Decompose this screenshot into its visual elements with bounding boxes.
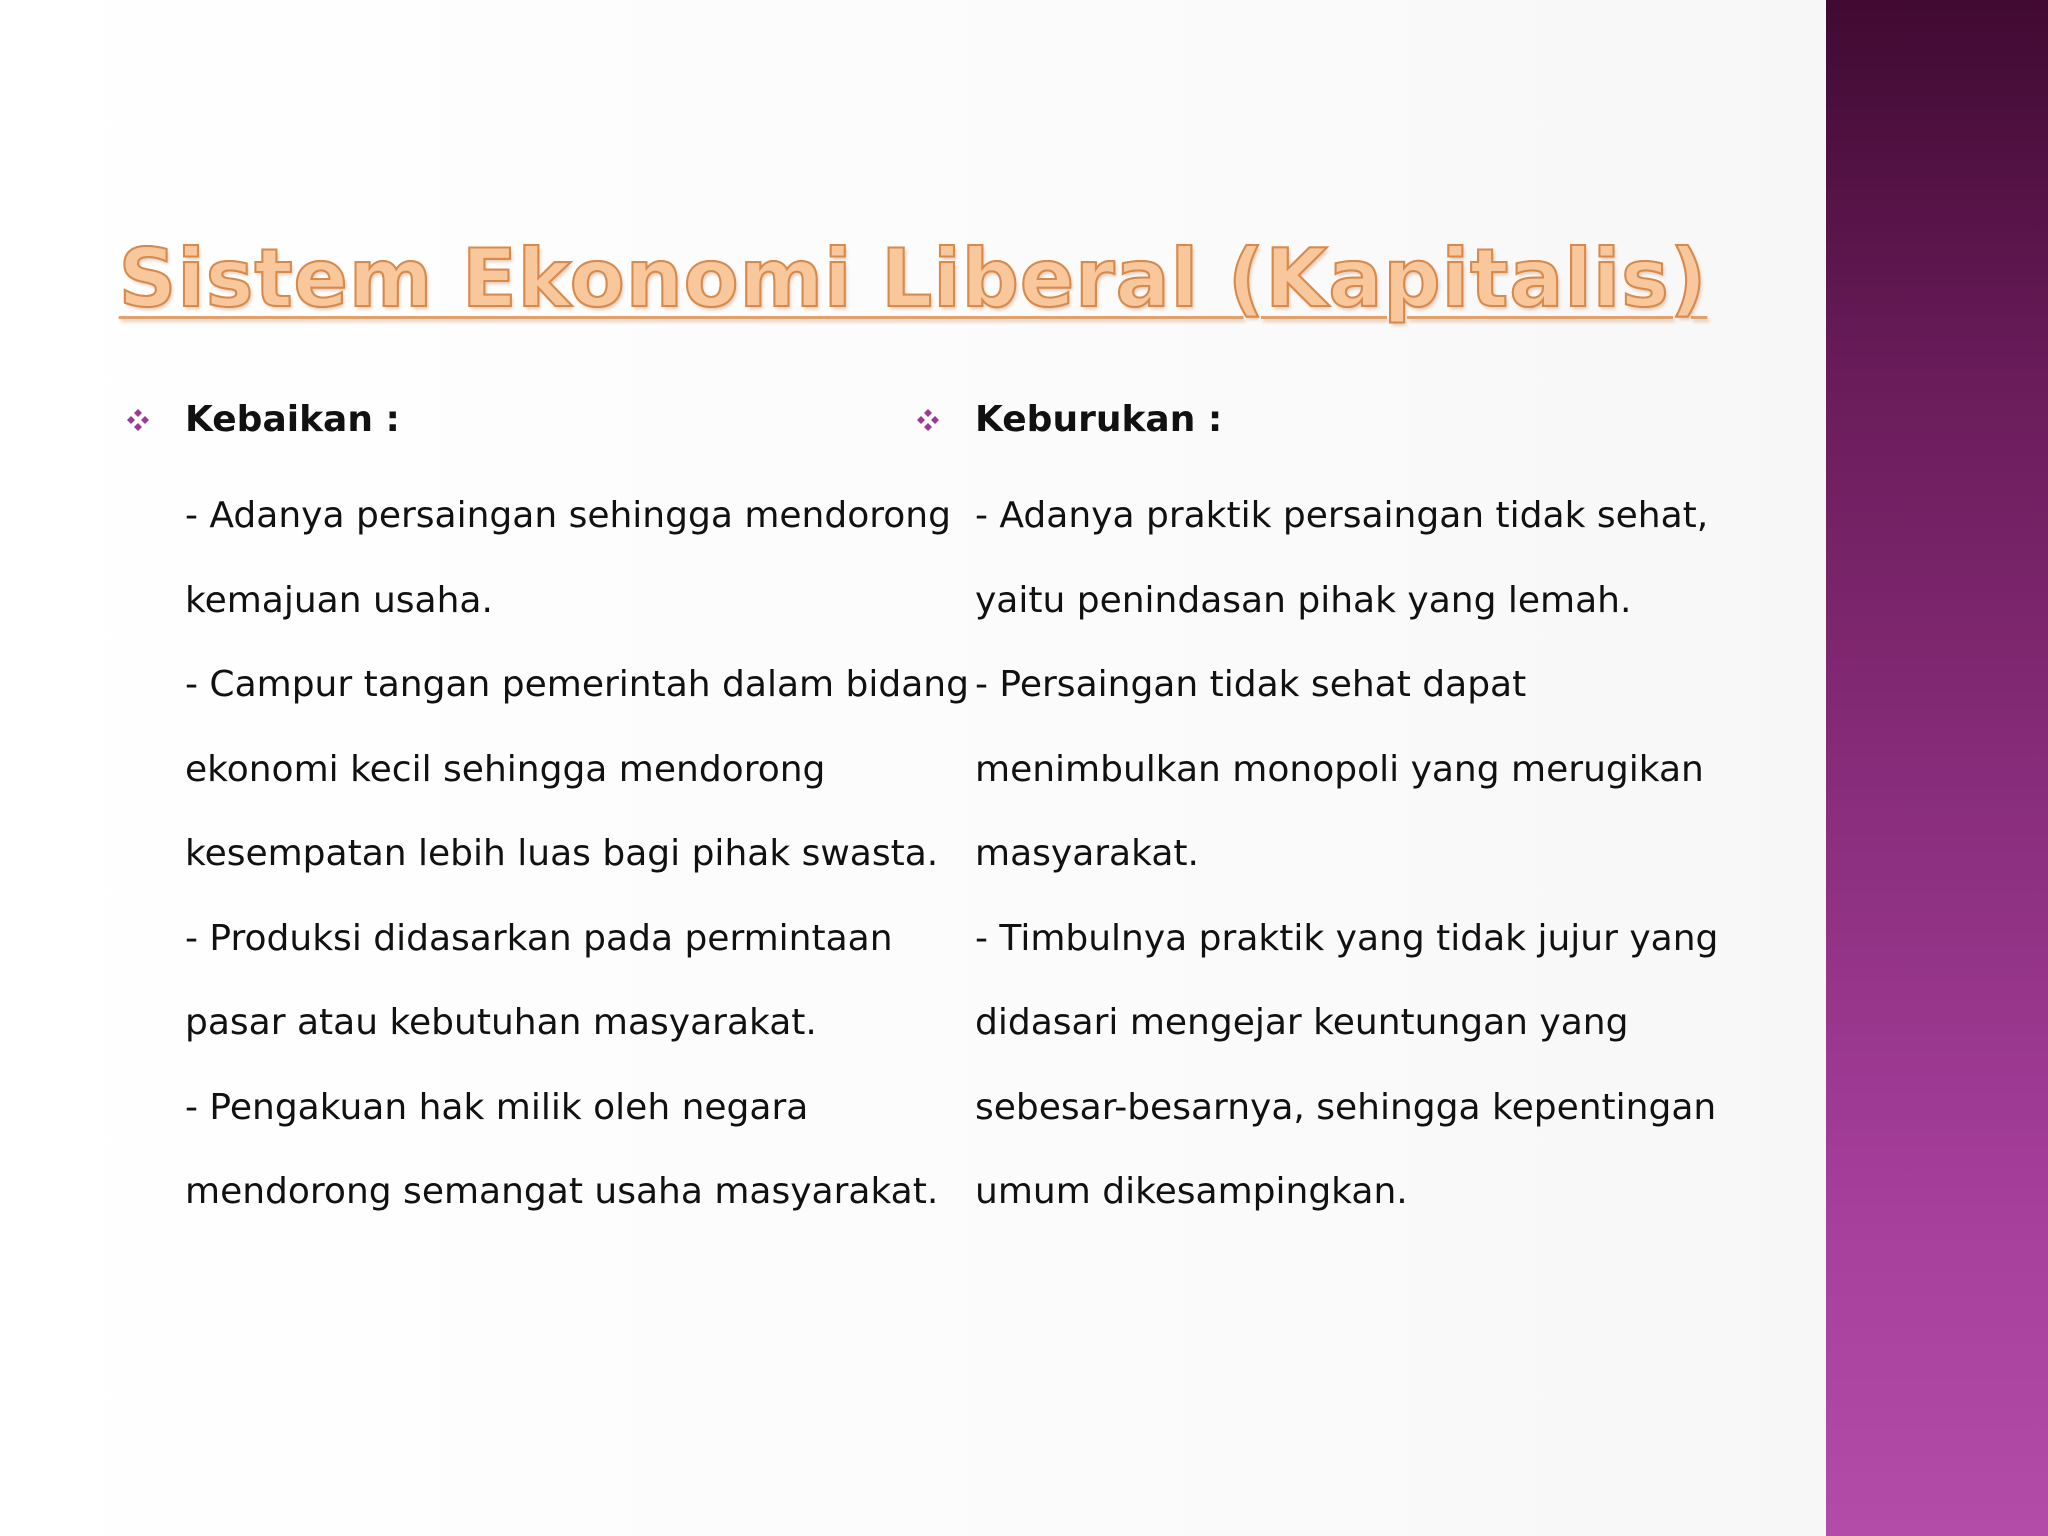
disadvantages-line: sebesar-besarnya, sehingga kepentingan	[975, 1086, 1717, 1128]
disadvantages-heading-row	[910, 390, 1710, 450]
disadvantages-line: menimbulkan monopoli yang merugikan	[975, 748, 1704, 790]
advantages-column	[120, 390, 969, 1235]
four-diamond-bullet-icon	[916, 408, 940, 432]
advantages-list	[185, 474, 969, 1235]
four-diamond-bullet-icon	[126, 408, 150, 432]
side-gradient-band	[1826, 0, 2048, 1536]
disadvantages-line: masyarakat.	[975, 833, 1199, 874]
advantages-line: ekonomi kecil sehingga mendorong	[185, 748, 826, 790]
disadvantages-line: umum dikesampingkan.	[975, 1171, 1408, 1212]
disadvantages-heading: Keburukan :	[975, 399, 1223, 440]
disadvantages-list	[975, 474, 1719, 1235]
disadvantages-line: didasari mengejar keuntungan yang	[975, 1002, 1629, 1043]
advantages-line: - Produksi didasarkan pada permintaan	[185, 917, 893, 959]
advantages-heading-row	[120, 390, 910, 450]
advantages-line: - Pengakuan hak milik oleh negara	[185, 1086, 809, 1128]
advantages-line: - Adanya persaingan sehingga mendorong	[185, 495, 951, 536]
advantages-line: kemajuan usaha.	[185, 579, 493, 621]
advantages-line: mendorong semangat usaha masyarakat.	[185, 1171, 939, 1212]
disadvantages-line: - Timbulnya praktik yang tidak jujur yang	[975, 917, 1719, 959]
advantages-line: kesempatan lebih luas bagi pihak swasta.	[185, 833, 939, 874]
advantages-line: - Campur tangan pemerintah dalam bidang	[185, 664, 969, 705]
advantages-line: pasar atau kebutuhan masyarakat.	[185, 1002, 817, 1043]
disadvantages-line: - Persaingan tidak sehat dapat	[975, 664, 1527, 705]
advantages-heading: Kebaikan :	[185, 399, 400, 440]
slide-title: Sistem Ekonomi Liberal (Kapitalis)	[118, 232, 1708, 325]
disadvantages-line: yaitu penindasan pihak yang lemah.	[975, 579, 1632, 621]
disadvantages-column	[910, 390, 1719, 1235]
disadvantages-line: - Adanya praktik persaingan tidak sehat,	[975, 495, 1709, 536]
